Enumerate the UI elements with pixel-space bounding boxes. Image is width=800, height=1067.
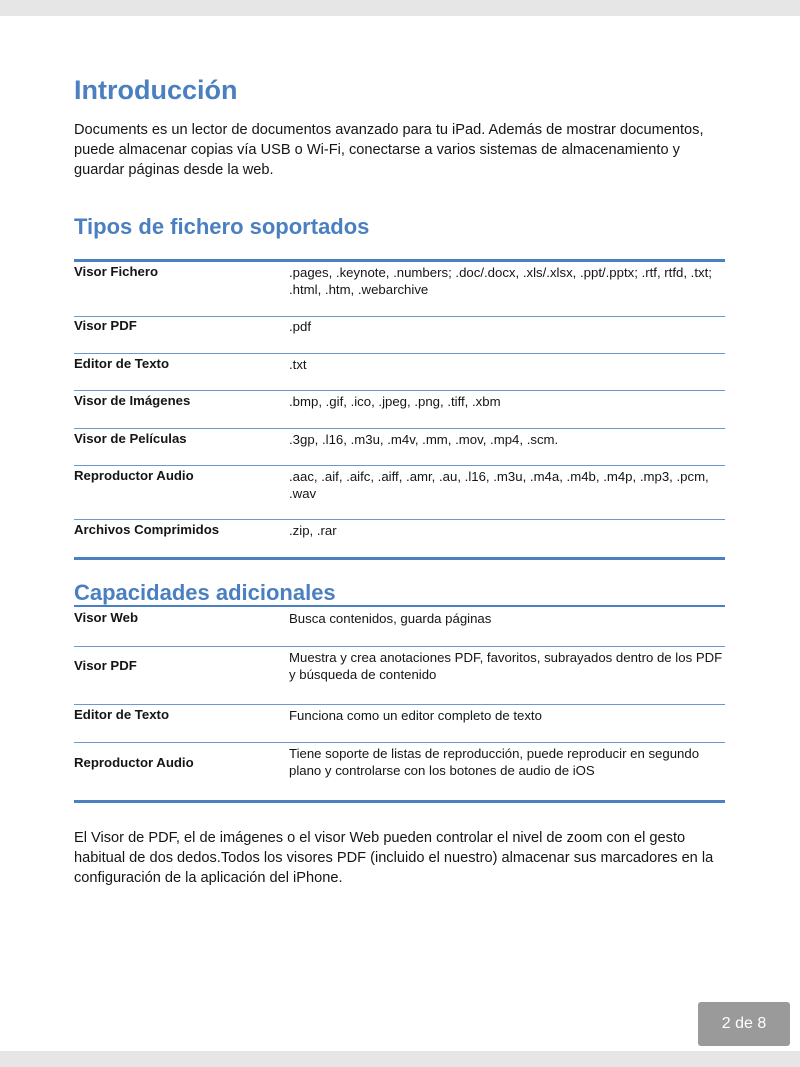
file-type-value: .aac, .aif, .aifc, .aiff, .amr, .au, .l16, .m3u, .m4a, .m4b, .m4p, .mp3, .pcm, .wav bbox=[289, 469, 709, 501]
file-type-value: .3gp, .l16, .m3u, .m4v, .mm, .mov, .mp4, .scm. bbox=[289, 432, 559, 447]
row-divider bbox=[74, 646, 725, 647]
capability-key: Visor PDF bbox=[74, 658, 137, 673]
file-type-key: Editor de Texto bbox=[74, 356, 170, 371]
row-divider bbox=[74, 519, 725, 520]
row-divider bbox=[74, 316, 725, 317]
file-type-key: Archivos Comprimidos bbox=[74, 522, 220, 537]
closing-paragraph: El Visor de PDF, el de imágenes o el visor Web pueden controlar el nivel de zoom con el gesto habitual de dos dedos.Todos los visores PDF (incluido el nuestro) almacenar sus marcadores en la configuración de la aplicación del iPhone. bbox=[74, 830, 714, 886]
capability-key: Reproductor Audio bbox=[74, 755, 194, 770]
row-divider bbox=[74, 465, 725, 466]
file-type-key: Visor de Películas bbox=[74, 431, 187, 446]
capability-value: Funciona como un editor completo de texto bbox=[289, 708, 542, 723]
section-heading-file-types: Tipos de fichero soportados bbox=[74, 214, 370, 239]
intro-paragraph: Documents es un lector de documentos avanzado para tu iPad. Además de mostrar documentos, puede almacenar copias vía USB o Wi-Fi, conectarse a varios sistemas de almacenamiento y guardar páginas desde la web. bbox=[74, 122, 704, 178]
capability-key: Editor de Texto bbox=[74, 707, 170, 722]
file-type-key: Reproductor Audio bbox=[74, 468, 194, 483]
file-type-key: Visor de Imágenes bbox=[74, 393, 191, 408]
row-divider bbox=[74, 704, 725, 705]
file-type-value: .bmp, .gif, .ico, .jpeg, .png, .tiff, .xbm bbox=[289, 394, 501, 409]
file-type-value: .pdf bbox=[289, 319, 311, 334]
capability-value: Muestra y crea anotaciones PDF, favoritos, subrayados dentro de los PDF y búsqueda de contenido bbox=[289, 650, 723, 682]
file-type-value: .zip, .rar bbox=[289, 523, 337, 538]
row-divider bbox=[74, 390, 725, 391]
section1-top-rule bbox=[74, 259, 725, 262]
row-divider bbox=[74, 353, 725, 354]
page-indicator: 2 de 8 bbox=[698, 1002, 790, 1046]
file-type-key: Visor PDF bbox=[74, 318, 137, 333]
section1-bottom-rule bbox=[74, 557, 725, 560]
section2-top-rule bbox=[74, 605, 725, 607]
row-divider bbox=[74, 428, 725, 429]
section2-bottom-rule bbox=[74, 800, 725, 803]
section-heading-capabilities: Capacidades adicionales bbox=[74, 580, 336, 605]
file-type-value: .pages, .keynote, .numbers; .doc/.docx, .xls/.xlsx, .ppt/.pptx; .rtf, rtfd, .txt; .html, .htm, .webarchive bbox=[289, 265, 712, 297]
row-divider bbox=[74, 742, 725, 743]
capability-value: Busca contenidos, guarda páginas bbox=[289, 611, 492, 626]
page-title: Introducción bbox=[74, 75, 238, 105]
capability-key: Visor Web bbox=[74, 610, 139, 625]
file-type-key: Visor Fichero bbox=[74, 264, 159, 279]
capability-value: Tiene soporte de listas de reproducción, puede reproducir en segundo plano y controlarse con los botones de audio de iOS bbox=[289, 746, 700, 778]
file-type-value: .txt bbox=[289, 357, 307, 372]
